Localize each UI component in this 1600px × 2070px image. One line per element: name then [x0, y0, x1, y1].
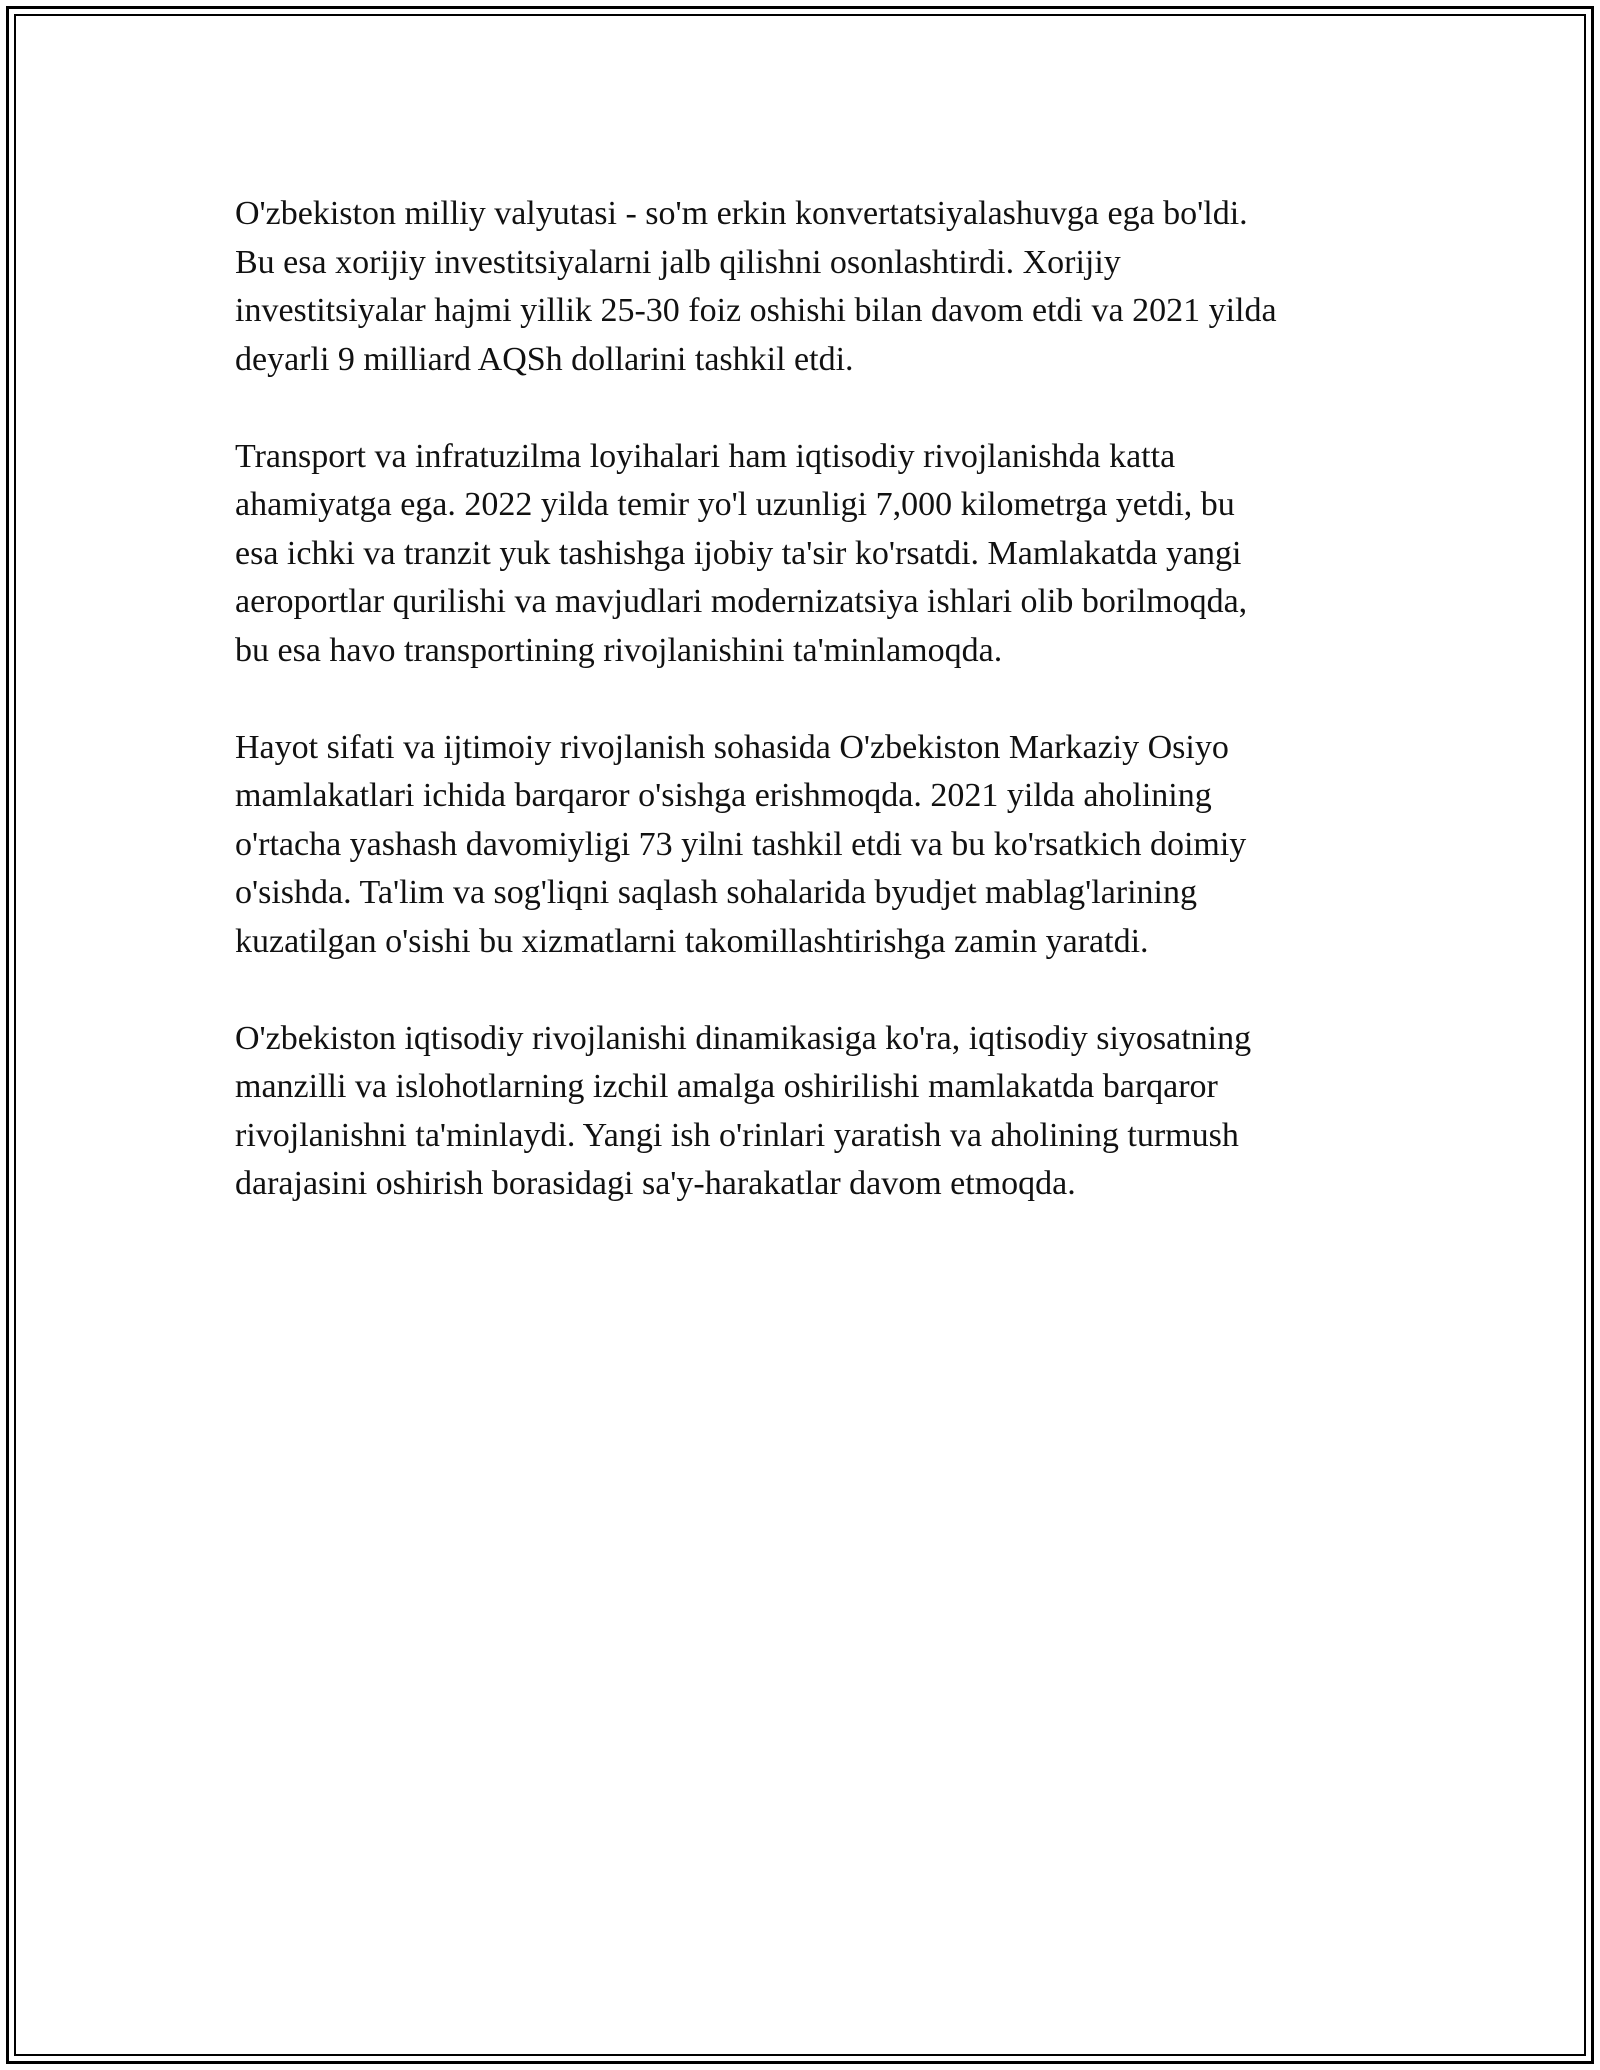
text-line: esa ichki va tranzit yuk tashishga ijobiy ta'sir ko'rsatdi. Mamlakatda yangi — [235, 534, 1242, 572]
text-line: bu esa havo transportining rivojlanishini ta'minlamoqda. — [235, 631, 1003, 669]
paragraph-conclusion — [235, 1015, 1365, 1209]
paragraph-investments — [235, 190, 1365, 384]
document-body — [235, 190, 1365, 1257]
paragraph-quality-of-life — [235, 724, 1365, 967]
text-line: O'zbekiston milliy valyutasi - so'm erkin konvertatsiyalashuvga ega bo'ldi. — [235, 195, 1248, 232]
text-line: Transport va infratuzilma loyihalari ham iqtisodiy rivojlanishda katta — [235, 437, 1176, 475]
text-line: o'sishda. Ta'lim va sog'liqni saqlash sohalarida byudjet mablag'larining — [235, 874, 1197, 911]
text-line: rivojlanishni ta'minlaydi. Yangi ish o'rinlari yaratish va aholining turmush — [235, 1116, 1239, 1154]
text-line: investitsiyalar hajmi yillik 25-30 foiz oshishi bilan davom etdi va 2021 yilda — [235, 292, 1277, 329]
text-line: kuzatilgan o'sishi bu xizmatlarni takomillashtirishga zamin yaratdi. — [235, 922, 1149, 960]
text-line: ahamiyatga ega. 2022 yilda temir yo'l uzunligi 7,000 kilometrga yetdi, bu — [235, 486, 1235, 523]
text-line: Hayot sifati va ijtimoiy rivojlanish sohasida O'zbekiston Markaziy Osiyo — [235, 728, 1229, 766]
text-line: Bu esa xorijiy investitsiyalarni jalb qilishni osonlashtirdi. Xorijiy — [235, 243, 1121, 281]
text-line: o'rtacha yashash davomiyligi 73 yilni tashkil etdi va bu ko'rsatkich doimiy — [235, 825, 1247, 863]
text-line: O'zbekiston iqtisodiy rivojlanishi dinamikasiga ko'ra, iqtisodiy siyosatning — [235, 1019, 1252, 1057]
text-line: aeroportlar qurilishi va mavjudlari modernizatsiya ishlari olib borilmoqda, — [235, 583, 1248, 620]
text-line: manzilli va islohotlarning izchil amalga oshirilishi mamlakatda barqaror — [235, 1068, 1218, 1105]
paragraph-transport — [235, 433, 1365, 676]
text-line: darajasini oshirish borasidagi sa'y-harakatlar davom etmoqda. — [235, 1165, 1076, 1202]
text-line: mamlakatlari ichida barqaror o'sishga erishmoqda. 2021 yilda aholining — [235, 777, 1212, 814]
text-line: deyarli 9 milliard AQSh dollarini tashkil etdi. — [235, 340, 854, 378]
